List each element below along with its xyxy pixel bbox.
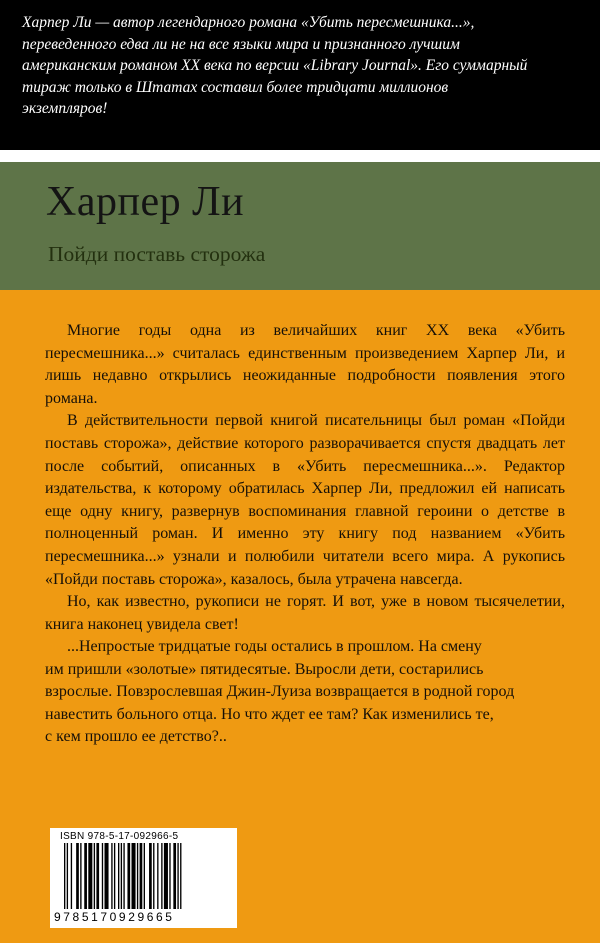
barcode-bar bbox=[180, 843, 181, 909]
book-title: Пойди поставь сторожа bbox=[48, 242, 266, 266]
barcode-block bbox=[50, 828, 237, 928]
top-blurb-line: американским романом XX века по версии «Library Journal». Его суммарный bbox=[22, 57, 528, 74]
barcode-bar bbox=[64, 843, 65, 909]
barcode-bar bbox=[137, 843, 138, 909]
book-teaser bbox=[45, 636, 565, 749]
barcode-bar bbox=[140, 843, 143, 909]
barcode-bar bbox=[149, 843, 152, 909]
isbn-label: ISBN 978-5-17-092966-5 bbox=[60, 831, 179, 842]
barcode-bar bbox=[132, 843, 136, 909]
barcode-digits: 9785170929665 bbox=[54, 910, 175, 924]
description-paragraph: Но, как известно, рукописи не горят. И вот, уже в новом тысячелетии, книга наконец увидела свет! bbox=[45, 593, 565, 633]
teaser-line: им пришли «золотые» пятидесятые. Выросли дети, состарились bbox=[45, 660, 484, 678]
barcode-bar bbox=[169, 843, 170, 909]
barcode-bar bbox=[111, 843, 112, 909]
barcode-bar bbox=[123, 843, 124, 909]
separator-line bbox=[0, 150, 600, 162]
author-name: Харпер Ли bbox=[46, 179, 245, 225]
top-blurb-line: экземпляров! bbox=[22, 100, 108, 117]
barcode-bar bbox=[177, 843, 178, 909]
book-description bbox=[45, 320, 565, 636]
teaser-line: с кем прошло ее детство?.. bbox=[45, 728, 227, 746]
barcode-bar bbox=[96, 843, 99, 909]
top-blurb-line: Харпер Ли — автор легендарного романа «Убить пересмешника...», bbox=[22, 14, 475, 31]
barcode-bar bbox=[84, 843, 87, 909]
barcode-icon bbox=[64, 843, 224, 911]
barcode-bar bbox=[94, 843, 95, 909]
barcode-bar bbox=[121, 843, 122, 909]
top-blurb-text bbox=[22, 12, 578, 120]
barcode-bar bbox=[161, 843, 162, 909]
top-blurb-line: переведенного едва ли не на все языки мира и признанного лучшим bbox=[22, 35, 460, 53]
barcode-bar bbox=[114, 843, 115, 909]
barcode-bar bbox=[76, 843, 79, 909]
teaser-line: взрослые. Повзрослевшая Джин-Луиза возвращается в родной город bbox=[45, 683, 515, 701]
top-blurb-band bbox=[0, 0, 600, 150]
description-paragraph: Многие годы одна из величайших книг XX века «Убить пересмешника...» считалась единственным произведением Харпер Ли, и лишь недавно открылись неожиданные подробности появления этого романа. bbox=[45, 322, 565, 407]
barcode-bar bbox=[164, 843, 168, 909]
barcode-bar bbox=[173, 843, 176, 909]
barcode-bar bbox=[88, 843, 92, 909]
barcode-bar bbox=[71, 843, 72, 909]
barcode-bar bbox=[144, 843, 145, 909]
description-paragraph: В действительности первой книгой писательницы был роман «Пойди поставь сторожа», действие которого разворачивается спустя двадцать лет после событий, описанных в «Убить пересмешника...». Редактор издательства, к которому обратилась Харпер Ли, предложил ей написать еще одну книгу, развернув воспоминания главной героини о детстве в полноценный роман. И именно эту книгу под названием «Убить пересмешника...» узнали и полюбили читатели всего мира. А рукопись «Пойди поставь сторожа», казалось, была утрачена навсегда. bbox=[45, 412, 565, 588]
teaser-paragraph bbox=[45, 636, 565, 749]
barcode-bar bbox=[67, 843, 68, 909]
barcode-bar bbox=[102, 843, 103, 909]
barcode-bar bbox=[157, 843, 158, 909]
barcode-bar bbox=[127, 843, 130, 909]
barcode-bar bbox=[118, 843, 119, 909]
teaser-line: навестить больного отца. Но что ждет ее там? Как изменились те, bbox=[45, 705, 494, 723]
barcode-bar bbox=[153, 843, 154, 909]
barcode-bar bbox=[105, 843, 109, 909]
teaser-line: ...Непростые тридцатые годы остались в прошлом. На смену bbox=[67, 638, 482, 655]
barcode-bar bbox=[80, 843, 81, 909]
top-blurb-line: тираж только в Штатах составил более тридцати миллионов bbox=[22, 78, 449, 96]
